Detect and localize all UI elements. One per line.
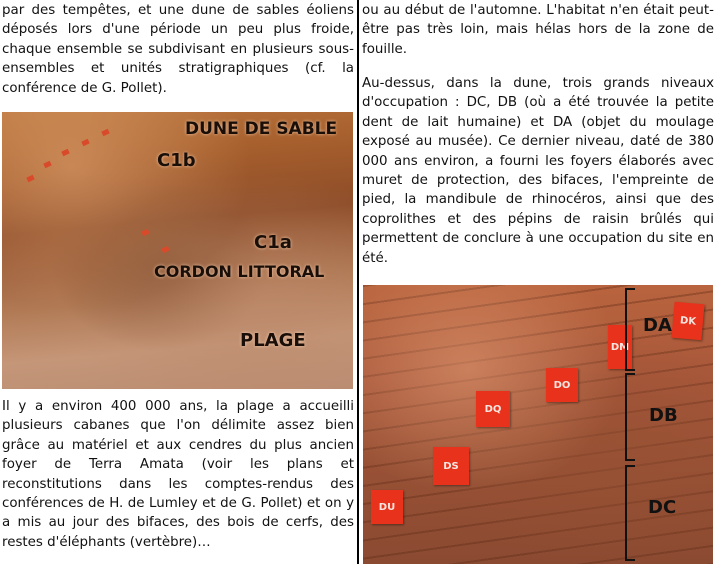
label-plage: PLAGE: [240, 330, 306, 351]
level-da: DA: [643, 315, 672, 336]
stratigraphy-photo: [2, 112, 353, 389]
column-divider: [357, 0, 359, 564]
tag-dk: DK: [671, 302, 704, 340]
tag-du: DU: [371, 490, 403, 524]
right-paragraph-2: Au-dessus, dans la dune, trois grands niveaux d'occupation : DC, DB (où a été trouvée la petite dent de lait humaine) et DA (objet du moulage exposé au musée). Ce dernier niveau, daté de 380 000 ans environ, a fourni les foyers élaborés avec muret de protection, des bifaces, l'empreinte de pied, la mandibule de rhinocéros, ainsi que des coprolithes et des pépins de raisin brûlés qui permettent de conclure à une occupation du site en été.: [362, 76, 714, 266]
marker-dot: [61, 149, 69, 156]
right-paragraph-1: ou au début de l'automne. L'habitat n'en était peut-être pas très loin, mais hélas hors de la zone de fouille.: [362, 3, 714, 57]
tag-ds: DS: [433, 447, 469, 485]
label-c1b: C1b: [157, 150, 196, 171]
marker-dot: [141, 229, 149, 236]
marker-dot: [161, 246, 169, 253]
marker-dot: [43, 161, 51, 168]
tag-dq: DQ: [476, 391, 510, 427]
label-cordon-littoral: CORDON LITTORAL: [154, 262, 325, 281]
marker-dot: [81, 139, 89, 146]
tag-do: DO: [546, 368, 578, 402]
marker-dot: [26, 175, 34, 182]
tag-dm: DM: [608, 325, 632, 369]
brace-da: [625, 288, 639, 371]
left-paragraph-top: par des tempêtes, et une dune de sables éoliens déposés lors d'une période un peu plus froide, chaque ensemble se subdivisant en plusieurs sous-ensembles et unités stratigraphiques (cf. la conférence de G. Pollet).: [2, 3, 354, 96]
brace-db: [625, 373, 639, 461]
occupation-levels-photo: [363, 285, 713, 564]
left-paragraph-bottom: Il y a environ 400 000 ans, la plage a accueilli plusieurs cabanes que l'on délimite assez bien grâce au matériel et aux cendres du plus ancien foyer de Terra Amata (voir les plans et reconstitutions dans les comptes-rendus des conférences de H. de Lumley et de G. Pollet) et on y a mis au jour des bifaces, des bois de cerfs, des restes d'éléphants (vertèbre)…: [2, 399, 354, 550]
level-dc: DC: [648, 497, 677, 518]
label-c1a: C1a: [254, 232, 292, 253]
marker-dot: [101, 129, 109, 136]
level-db: DB: [649, 405, 678, 426]
left-column: [0, 0, 356, 564]
brace-dc: [625, 465, 639, 561]
label-dune-de-sable: DUNE DE SABLE: [185, 119, 338, 139]
